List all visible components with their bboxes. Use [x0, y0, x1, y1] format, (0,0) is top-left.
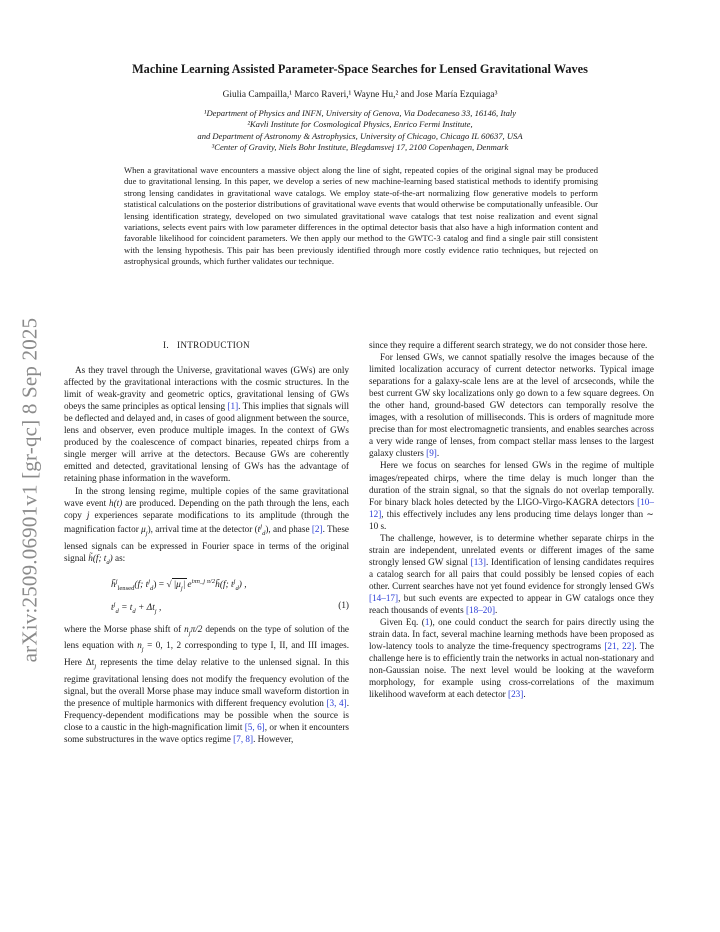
intro-paragraph-3: where the Morse phase shift of $n_j\pi/2$ depends on the type of solution of the lens equation with $n_j = 0$, 1, 2 corresponding to type I, II, and III images. Here $\Delta t_j$ represents the time delay relative to the unlensed signal. In this regime gravitational lensing does not modify the frequency evolution of the signal, but the overall Morse phase may induce small waveform distortion in the presence of multiple harmonics with different frequency evolution [3, 4]. Frequency-dependent modifications may be possible when the source is close to a caustic in the high-magnification limit [5, 6], or when it encounters some substructures in the wave optics regime [7, 8]. However, — [64, 623, 349, 745]
equation-line-1: h̃$^j_{lensed}$(f; $t^j_d$) = √ $|\mu_j|$ $e^{i\pi n\_j \pi/2}h̃(f$; $t^j_d$) , — [111, 576, 247, 595]
section-number: I. — [163, 340, 169, 350]
affiliation-2: ²Kavli Institute for Cosmological Physics, Enrico Fermi Institute, — [247, 119, 473, 130]
citation-link[interactable]: [7, 8] — [233, 734, 254, 745]
left-column — [64, 339, 349, 745]
section-heading — [64, 339, 349, 351]
equation-1 — [64, 572, 349, 618]
right-column — [369, 339, 654, 700]
intro-paragraph-5: For lensed GWs, we cannot spatially resolve the images because of the limited localization accuracy of current detector networks. Typical image separations for a galaxy-scale lens are at the level of arcseconds, while the best current GW sky localizations only go down to a few square degrees. On the other hand, ground-based GW detectors can temporally resolve the images, with a resolution of milliseconds. This is orders of magnitude more precise than for most electromagnetic transients, and enables searches across a very wide range of lenses, from compact stellar mass lenses to the largest galaxy clusters [9]. — [369, 352, 654, 459]
equation-reference-link[interactable]: 1 — [424, 617, 430, 628]
intro-paragraph-4-cont: since they require a different search strategy, we do not consider those here. — [369, 340, 648, 350]
citation-link[interactable]: [10–12] — [369, 496, 654, 519]
equation-line-2: $t^j_d = t_d + \Delta t_j$ , — [111, 600, 162, 615]
affiliation-1: ¹Department of Physics and INFN, University of Genova, Via Dodecaneso 33, 16146, Italy — [203, 108, 517, 118]
paper-title: Machine Learning Assisted Parameter-Space Searches for Lensed Gravitational Waves — [132, 62, 588, 76]
affiliations — [48, 108, 672, 154]
citation-link[interactable]: [5, 6] — [244, 722, 265, 733]
citation-link[interactable]: [3, 4] — [326, 698, 347, 709]
citation-link[interactable]: [2] — [311, 523, 323, 534]
affiliation-3: ³Center of Gravity, Niels Bohr Institute, Blegdamsvej 17, 2100 Copenhagen, Denmark — [211, 142, 509, 153]
citation-link[interactable]: [21, 22] — [604, 641, 635, 652]
equation-number: (1) — [338, 599, 349, 610]
arxiv-identifier-stamp — [8, 290, 52, 690]
abstract: When a gravitational wave encounters a massive object along the line of sight, repeated copies of the original signal may be produced due to gravitational lensing. In this paper, we develop a series of new machine-learning based statistical methods to identify promising strong lensing candidates in gravitational wave catalogs. We employ state-of-the-art normalizing flow generative models to perform statistical calculations on the posterior distributions of gravitational wave events that would otherwise be computationally unfeasible. Our lensing identification strategy, developed on two simulated gravitational wave catalogs that test noise realization and event signal variations, selects event pairs with low parameter differences in the optimal detector basis that also have a high information content and favorable likelihood for coincident parameters. We then apply our method to the GWTC-3 catalog and find a single pair still consistent with the lensing hypothesis. This pair has been previously identified through more costly evidence ratio techniques, but rejected on astrophysical grounds, which further validates our technique. — [124, 165, 598, 267]
intro-paragraph-2: In the strong lensing regime, multiple copies of the same gravitational wave event h(t) are produced. Depending on the path through the lens, each copy j experiences separate modifications to its amplitude (through the magnification factor $\mu_j$), arrival time at the detector $(t^j_d)$, and phase [2]. These lensed signals can be expressed in Fourier space in terms of the original signal h̃(f; $t_d$) as: — [64, 485, 350, 566]
citation-link[interactable]: [1] — [227, 401, 239, 412]
citation-link[interactable]: [23] — [508, 689, 524, 700]
citation-link[interactable]: [13] — [470, 556, 486, 567]
citation-link[interactable]: [9] — [426, 448, 437, 459]
intro-paragraph-1: As they travel through the Universe, gravitational waves (GWs) are only affected by the gravitational interactions with the cosmic structures. In the limit of weak-gravity and geometric optics, gravitational lensing of GWs obeys the same principles as optical lensing [1]. This implies that signals will be deflected and delayed and, in cases of good alignment between the source, lens and observer, even produce multiple images. In the context of GWs produced by the coalescence of compact binaries, repeated chirps from a single merger will arrive at the detectors. Because GWs are coherently emitted and detected, gravitational lensing of GWs has the advantage of retaining phase information in the waveform. — [64, 365, 349, 484]
citation-link[interactable]: [14–17] — [369, 592, 399, 603]
citation-link[interactable]: [18–20] — [465, 605, 496, 616]
affiliation-2-cont: and Department of Astronomy & Astrophysics, University of Chicago, Chicago IL 60637, USA — [197, 130, 523, 141]
intro-paragraph-8: Given Eq. (1), one could conduct the search for pairs directly using the strain data. In fact, several machine learning methods have been proposed as low-latency tools to analyze the time-frequency spectrograms [21, 22]. The challenge here is to efficiently train the networks in actual non-stationary and non-Gaussian noise. The next level would be looking at the waveform morphology, for example using cross-correlations of the maximum likelihood waveform at each detector [23]. — [369, 617, 655, 700]
author-list: Giulia Campailla,¹ Marco Raveri,¹ Wayne Hu,² and Jose María Ezquiaga³ — [222, 90, 498, 100]
arxiv-id-text: arXiv:2509.06901v1 [gr-qc] 8 Sep 2025 — [17, 317, 42, 663]
section-title: INTRODUCTION — [176, 340, 250, 350]
intro-paragraph-6: Here we focus on searches for lensed GWs in the regime of multiple images/repeated chirps, where the time delay is much longer than the duration of the strain signal, so that the signals do not overlap temporally. For binary black holes detected by the LIGO-Virgo-KAGRA detectors [10–12], this effectively includes any lens producing time delays longer than ∼ 10 s. — [369, 460, 654, 531]
intro-paragraph-7: The challenge, however, is to determine whether separate chirps in the strain are independent, unrelated events or different images of the same strongly lensed GW signal [13]. Identification of lensing candidates requires a catalog search for all pairs that could possibly be lensed copies of each other. Current searches have not yet found evidence for strongly lensed GWs [14–17], but such events are expected to appear in GW catalogs once they reach thousands of events [18–20]. — [369, 532, 654, 616]
